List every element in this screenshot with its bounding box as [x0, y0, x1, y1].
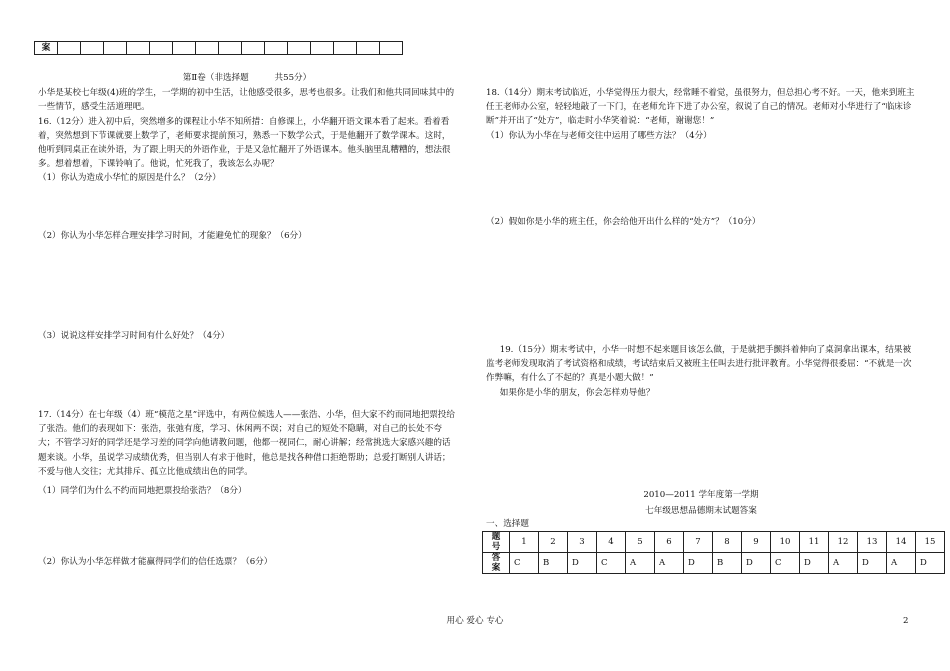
answer-key-section: 一、选择题: [486, 519, 529, 529]
question-number-cell: 14: [887, 532, 916, 553]
question-number-cell: 1: [510, 532, 539, 553]
q19-stem: 19.（15分）期末考试中，小华一时想不起来题目该怎么做，于是就把手颤抖着伸向了桌洞拿出课本，结果被监考老师发现取消了考试资格和成绩，考试结束后又被班主任叫去进行批评教育。小华觉得很委屈：“不就是一次作弊嘛，有什么了不起的？真是小题大做！”: [486, 345, 912, 384]
top-strip-cell: [81, 42, 104, 55]
top-strip-cell: [334, 42, 357, 55]
question-number-cell: 15: [916, 532, 945, 553]
q17-stem: 17.（14分）在七年级（4）班“模范之星”评选中，有两位候选人——张浩、小华，但大家不约而同地把票投给了张浩。他们的表现如下：张浩，张弛有度，学习、休闲两不误；对自己的短处不隐瞒，对自己的长处不夸大；不管学习好的同学还是学习差的同学向他请教问题，他都一视同仁，耐心讲解；经常挑选大家感兴趣的话题来谈。小华，虽说学习成绩优秀，但当别人有求于他时，他总是找各种借口拒绝帮助；总爱打断别人讲话；不爱与他人交往；尤其排斥、孤立比他成绩出色的同学。: [38, 410, 455, 477]
answer-cell: B: [713, 553, 742, 574]
answer-cell: C: [510, 553, 539, 574]
answer-cell: A: [829, 553, 858, 574]
left-column: [38, 71, 456, 186]
answer-cell: C: [771, 553, 800, 574]
answer-cell: D: [684, 553, 713, 574]
footer-center: 用心 爱心 专心: [446, 616, 504, 626]
top-strip-cell: [380, 42, 403, 55]
q16-sub3: （3）说说这样安排学习时间有什么好处？（4分）: [38, 331, 230, 341]
q18-stem: 18.（14分）期末考试临近，小华觉得压力很大，经常睡不着觉，虽很努力，但总担心考不好。一天，他来到班主任王老师办公室，轻轻地敲了一下门，在老师允许下进了办公室，叙说了自己的情况。老师对小华进行了“临床诊断”并开出了“处方”，临走时小华笑着说：“老师，谢谢您！”: [486, 88, 915, 127]
answer-cell: B: [539, 553, 568, 574]
top-strip-cell: [150, 42, 173, 55]
q16-sub2: （2）你认为小华怎样合理安排学习时间，才能避免忙的现象？（6分）: [38, 231, 307, 241]
top-strip-cell: [173, 42, 196, 55]
top-strip-cell: [357, 42, 380, 55]
top-strip-cell: [196, 42, 219, 55]
page-number: 2: [903, 616, 909, 626]
answer-key-table: [482, 531, 945, 574]
question-number-cell: 3: [568, 532, 597, 553]
question-number-cell: 9: [742, 532, 771, 553]
question-number-cell: 8: [713, 532, 742, 553]
q17-sub2: （2）你认为小华怎样做才能赢得同学们的信任选票？（6分）: [38, 557, 273, 567]
number-row: [483, 532, 945, 553]
answer-cell: D: [800, 553, 829, 574]
question-number-cell: 4: [597, 532, 626, 553]
top-strip-cell: [311, 42, 334, 55]
question-number-cell: 10: [771, 532, 800, 553]
intro-text: 小华是某校七年级(4)班的学生，一学期的初中生活，让他感受很多，思考也很多。让我们和他共同回味其中的一些情节，感受生活道理吧。: [38, 88, 455, 113]
answer-cell: D: [742, 553, 771, 574]
answer-cell: D: [858, 553, 887, 574]
question-number-cell: 5: [626, 532, 655, 553]
question-number-cell: 7: [684, 532, 713, 553]
section2-title: 第Ⅱ卷（非选择题 共55分）: [182, 73, 312, 83]
q18-sub2: （2）假如你是小华的班主任，你会给他开出什么样的“处方”？（10分）: [486, 217, 761, 227]
answer-key-title1: 2010—2011 学年度第一学期: [643, 490, 759, 500]
question-number-cell: 11: [800, 532, 829, 553]
answer-cell: A: [655, 553, 684, 574]
answer-cell: D: [568, 553, 597, 574]
top-strip-cell: [58, 42, 81, 55]
q17-sub1: （1）同学们为什么不约而同地把票投给张浩？（8分）: [38, 486, 247, 496]
top-answer-strip: [34, 41, 403, 55]
q16-stem: 16.（12分）进入初中后，突然增多的课程让小华不知所措：自修课上，小华翻开语文课本看了起来。看着看着，突然想到下节课就要上数学了，老师要求提前预习，熟悉一下数学公式，于是他翻开了数学课本。这时，他听到同桌正在读外语，为了跟上明天的外语作业，于是又急忙翻开了外语课本。他头脑里乱糟糟的，想法很多。想着想着，下课铃响了。他说，忙死我了，我该怎么办呢？: [38, 116, 451, 170]
answer-cell: A: [626, 553, 655, 574]
answer-cell: A: [887, 553, 916, 574]
top-strip-cell: [288, 42, 311, 55]
question-number-cell: 6: [655, 532, 684, 553]
q16-sub1: （1）你认为造成小华忙的原因是什么？（2分）: [38, 173, 221, 184]
answer-cell: C: [597, 553, 626, 574]
question-number-cell: 12: [829, 532, 858, 553]
answer-cell: D: [916, 553, 945, 574]
question-number-cell: 13: [858, 532, 887, 553]
top-answer-row: [35, 42, 403, 55]
top-strip-cell: [104, 42, 127, 55]
q19-sub1: 如果你是小华的朋友，你会怎样劝导他？: [499, 388, 655, 398]
answer-row-header: 答案: [483, 553, 510, 574]
q18-sub1: （1）你认为小华在与老师交往中运用了哪些方法？（4分）: [486, 131, 712, 141]
top-strip-header: 案: [35, 42, 58, 55]
top-strip-cell: [265, 42, 288, 55]
answer-key-title2: 七年级思想品德期末试题答案: [645, 506, 757, 516]
number-row-header: 题号: [483, 532, 510, 553]
question-number-cell: 2: [539, 532, 568, 553]
top-strip-cell: [242, 42, 265, 55]
top-strip-cell: [127, 42, 150, 55]
answer-row: [483, 553, 945, 574]
top-strip-cell: [219, 42, 242, 55]
